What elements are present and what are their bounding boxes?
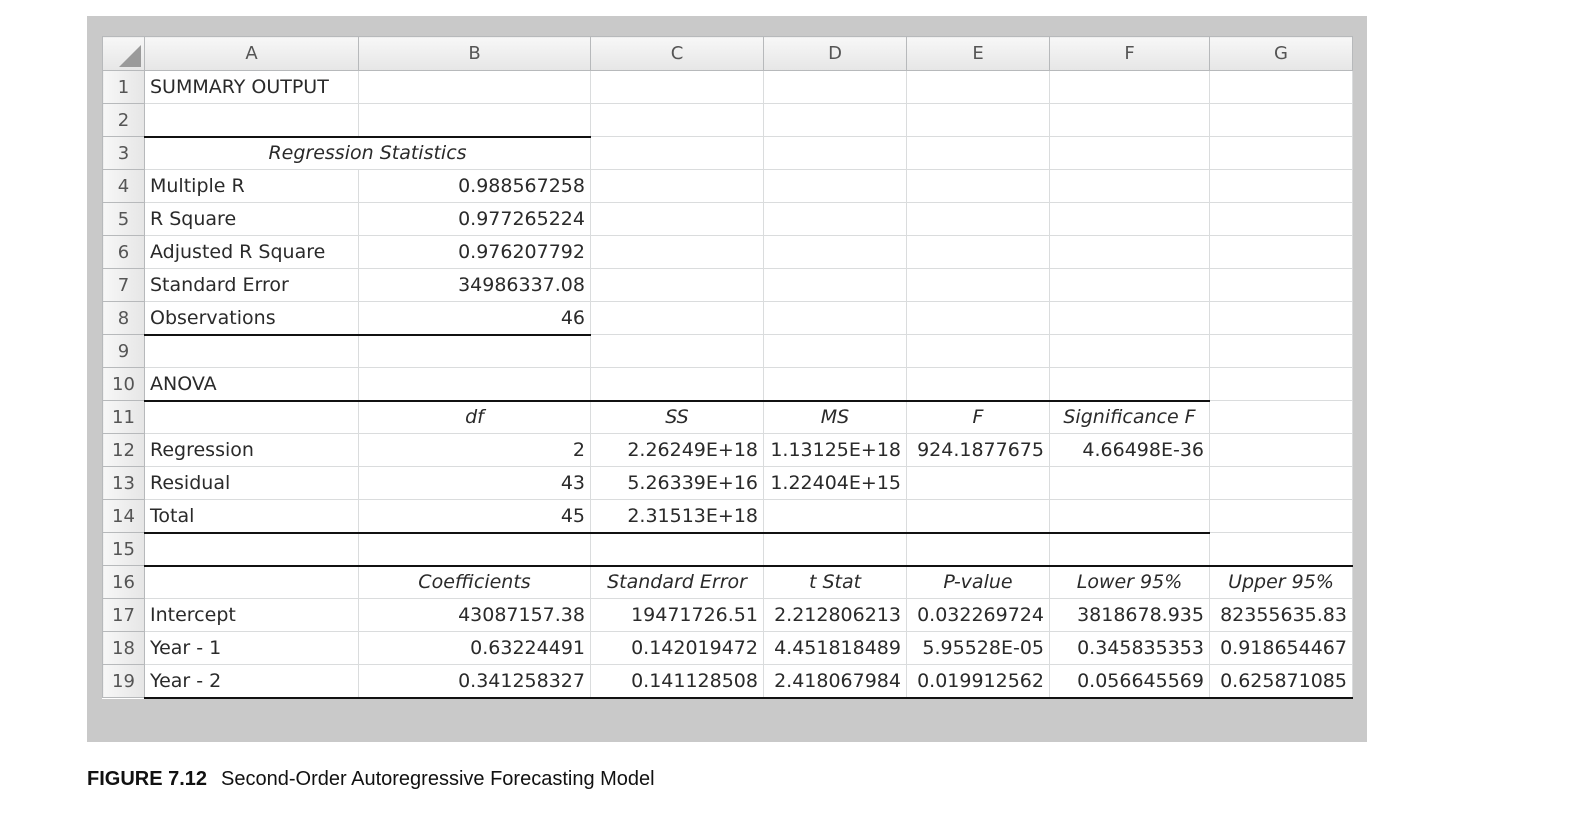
spreadsheet-grid: [102, 36, 1353, 699]
cell[interactable]: [1210, 500, 1353, 533]
table-row: [103, 434, 1353, 467]
figure-label: FIGURE 7.12: [87, 768, 208, 790]
table-row: [103, 335, 1353, 368]
cell[interactable]: 3818678.935: [1050, 599, 1210, 632]
cell[interactable]: 0.142019472: [591, 632, 764, 665]
cell[interactable]: 4.66498E-36: [1050, 434, 1210, 467]
figure-title: Second-Order Autoregressive Forecasting Model: [221, 768, 655, 790]
cell[interactable]: [1050, 236, 1210, 269]
cell[interactable]: F: [907, 401, 1050, 434]
spreadsheet-frame: [87, 16, 1367, 742]
cell[interactable]: Residual: [145, 467, 359, 500]
cell[interactable]: [359, 335, 591, 368]
cell[interactable]: 2.212806213: [764, 599, 907, 632]
column-header-b[interactable]: B: [359, 37, 591, 71]
table-row: [103, 665, 1353, 698]
row-header[interactable]: 9: [103, 335, 145, 368]
cell[interactable]: Year - 1: [145, 632, 359, 665]
table-row: [103, 533, 1353, 566]
cell[interactable]: Regression: [145, 434, 359, 467]
regression-statistics-header[interactable]: Regression Statistics: [145, 137, 591, 170]
cell[interactable]: t Stat: [764, 566, 907, 599]
cell[interactable]: 43087157.38: [359, 599, 591, 632]
cell[interactable]: [1210, 368, 1353, 401]
column-header-a[interactable]: A: [145, 37, 359, 71]
cell[interactable]: MS: [764, 401, 907, 434]
cell[interactable]: [145, 533, 359, 566]
table-row: [103, 104, 1353, 137]
cell[interactable]: [591, 335, 764, 368]
table-row: [103, 170, 1353, 203]
cell[interactable]: [591, 236, 764, 269]
cell[interactable]: [1050, 137, 1210, 170]
cell[interactable]: [907, 302, 1050, 335]
row-header[interactable]: 16: [103, 566, 145, 599]
cell[interactable]: ANOVA: [145, 368, 359, 401]
cell[interactable]: [1210, 236, 1353, 269]
cell[interactable]: [1210, 269, 1353, 302]
cell[interactable]: Year - 2: [145, 665, 359, 698]
cell[interactable]: 2.418067984: [764, 665, 907, 698]
row-header[interactable]: 1: [103, 71, 145, 104]
cell[interactable]: [764, 137, 907, 170]
cell[interactable]: Total: [145, 500, 359, 533]
table-row: [103, 368, 1353, 401]
cell[interactable]: [1210, 401, 1353, 434]
column-header-c[interactable]: C: [591, 37, 764, 71]
table-row: [103, 236, 1353, 269]
table-row: [103, 302, 1353, 335]
cell[interactable]: Upper 95%: [1210, 566, 1353, 599]
cell[interactable]: 2.26249E+18: [591, 434, 764, 467]
cell[interactable]: Multiple R: [145, 170, 359, 203]
cell[interactable]: [591, 203, 764, 236]
cell[interactable]: 1.13125E+18: [764, 434, 907, 467]
row-header[interactable]: 17: [103, 599, 145, 632]
cell[interactable]: [907, 467, 1050, 500]
row-header[interactable]: 6: [103, 236, 145, 269]
cell[interactable]: [764, 104, 907, 137]
cell[interactable]: [1210, 434, 1353, 467]
row-header[interactable]: 11: [103, 401, 145, 434]
cell[interactable]: [591, 137, 764, 170]
cell[interactable]: Significance F: [1050, 401, 1210, 434]
cell[interactable]: 0.988567258: [359, 170, 591, 203]
cell[interactable]: 0.032269724: [907, 599, 1050, 632]
cell[interactable]: 82355635.83: [1210, 599, 1353, 632]
cell[interactable]: [907, 170, 1050, 203]
row-header[interactable]: 18: [103, 632, 145, 665]
cell[interactable]: [359, 71, 591, 104]
cell[interactable]: Standard Error: [145, 269, 359, 302]
select-all-corner[interactable]: [103, 37, 145, 71]
table-row: [103, 71, 1353, 104]
cell[interactable]: [1210, 104, 1353, 137]
row-header[interactable]: 3: [103, 137, 145, 170]
cell[interactable]: [907, 269, 1050, 302]
cell[interactable]: Standard Error: [591, 566, 764, 599]
cell[interactable]: [764, 170, 907, 203]
cell[interactable]: [907, 533, 1050, 566]
cell[interactable]: [907, 368, 1050, 401]
cell[interactable]: [1050, 335, 1210, 368]
table-row: [103, 401, 1353, 434]
cell[interactable]: [1210, 533, 1353, 566]
cell[interactable]: [907, 335, 1050, 368]
table-row: [103, 500, 1353, 533]
cell[interactable]: [1050, 368, 1210, 401]
cell[interactable]: [764, 500, 907, 533]
cell[interactable]: SUMMARY OUTPUT: [145, 71, 359, 104]
cell[interactable]: [1210, 302, 1353, 335]
row-header[interactable]: 8: [103, 302, 145, 335]
cell[interactable]: [907, 71, 1050, 104]
cell[interactable]: [764, 203, 907, 236]
cell[interactable]: 0.341258327: [359, 665, 591, 698]
cell[interactable]: [359, 104, 591, 137]
cell[interactable]: [145, 104, 359, 137]
cell[interactable]: [907, 236, 1050, 269]
cell[interactable]: [1210, 467, 1353, 500]
cell[interactable]: [907, 137, 1050, 170]
row-header[interactable]: 19: [103, 665, 145, 698]
table-row: [103, 203, 1353, 236]
table-row: [103, 137, 1353, 170]
cell[interactable]: 0.918654467: [1210, 632, 1353, 665]
cell[interactable]: [1050, 302, 1210, 335]
cell[interactable]: [1050, 269, 1210, 302]
cell[interactable]: [591, 104, 764, 137]
cell[interactable]: 43: [359, 467, 591, 500]
cell[interactable]: [1050, 71, 1210, 104]
table-row: [103, 632, 1353, 665]
cell[interactable]: [359, 533, 591, 566]
figure-caption: [87, 768, 655, 791]
cell[interactable]: [1050, 500, 1210, 533]
row-header[interactable]: 12: [103, 434, 145, 467]
cell[interactable]: [145, 401, 359, 434]
cell[interactable]: 19471726.51: [591, 599, 764, 632]
cell[interactable]: 0.63224491: [359, 632, 591, 665]
cell[interactable]: 924.1877675: [907, 434, 1050, 467]
cell[interactable]: [591, 533, 764, 566]
cell[interactable]: Coefficients: [359, 566, 591, 599]
cell[interactable]: Adjusted R Square: [145, 236, 359, 269]
column-header-d[interactable]: D: [764, 37, 907, 71]
cell[interactable]: [1210, 203, 1353, 236]
cell[interactable]: 0.019912562: [907, 665, 1050, 698]
cell[interactable]: 46: [359, 302, 591, 335]
cell[interactable]: [591, 71, 764, 104]
table-row: [103, 467, 1353, 500]
cell[interactable]: [1210, 170, 1353, 203]
cell[interactable]: 5.95528E-05: [907, 632, 1050, 665]
cell[interactable]: 2.31513E+18: [591, 500, 764, 533]
column-header-g[interactable]: G: [1210, 37, 1353, 71]
row-header[interactable]: 2: [103, 104, 145, 137]
row-header[interactable]: 7: [103, 269, 145, 302]
cell[interactable]: 0.977265224: [359, 203, 591, 236]
cell[interactable]: [764, 269, 907, 302]
cell[interactable]: [907, 203, 1050, 236]
column-header-e[interactable]: E: [907, 37, 1050, 71]
cell[interactable]: [591, 269, 764, 302]
table-row: [103, 599, 1353, 632]
cell[interactable]: [591, 170, 764, 203]
cell[interactable]: [591, 368, 764, 401]
cell[interactable]: [764, 368, 907, 401]
cell[interactable]: [764, 236, 907, 269]
cell[interactable]: [145, 566, 359, 599]
cell[interactable]: [145, 335, 359, 368]
cell[interactable]: R Square: [145, 203, 359, 236]
row-header[interactable]: 13: [103, 467, 145, 500]
cell[interactable]: df: [359, 401, 591, 434]
cell[interactable]: [764, 533, 907, 566]
cell[interactable]: [591, 302, 764, 335]
cell[interactable]: [764, 335, 907, 368]
row-header[interactable]: 10: [103, 368, 145, 401]
cell[interactable]: [1050, 467, 1210, 500]
cell[interactable]: 45: [359, 500, 591, 533]
cell[interactable]: [764, 71, 907, 104]
cell[interactable]: 0.141128508: [591, 665, 764, 698]
cell[interactable]: 0.625871085: [1210, 665, 1353, 698]
cell[interactable]: 0.056645569: [1050, 665, 1210, 698]
row-header[interactable]: 15: [103, 533, 145, 566]
row-header[interactable]: 5: [103, 203, 145, 236]
table-row: [103, 269, 1353, 302]
row-header[interactable]: 4: [103, 170, 145, 203]
cell[interactable]: Intercept: [145, 599, 359, 632]
cell[interactable]: 0.345835353: [1050, 632, 1210, 665]
select-all-icon: [119, 45, 141, 67]
cell[interactable]: [1050, 104, 1210, 137]
cell[interactable]: SS: [591, 401, 764, 434]
table-row: [103, 566, 1353, 599]
cell[interactable]: 5.26339E+16: [591, 467, 764, 500]
cell[interactable]: [907, 500, 1050, 533]
cell[interactable]: 0.976207792: [359, 236, 591, 269]
cell[interactable]: 1.22404E+15: [764, 467, 907, 500]
cell[interactable]: [359, 368, 591, 401]
cell[interactable]: [1210, 137, 1353, 170]
cell[interactable]: 4.451818489: [764, 632, 907, 665]
column-header-f[interactable]: F: [1050, 37, 1210, 71]
row-header[interactable]: 14: [103, 500, 145, 533]
cell[interactable]: [1050, 533, 1210, 566]
cell[interactable]: [1210, 71, 1353, 104]
cell[interactable]: 34986337.08: [359, 269, 591, 302]
cell[interactable]: [1210, 335, 1353, 368]
cell[interactable]: 2: [359, 434, 591, 467]
cell[interactable]: Observations: [145, 302, 359, 335]
cell[interactable]: [907, 104, 1050, 137]
cell[interactable]: [1050, 203, 1210, 236]
cell[interactable]: P-value: [907, 566, 1050, 599]
cell[interactable]: [764, 302, 907, 335]
cell[interactable]: [1050, 170, 1210, 203]
cell[interactable]: Lower 95%: [1050, 566, 1210, 599]
